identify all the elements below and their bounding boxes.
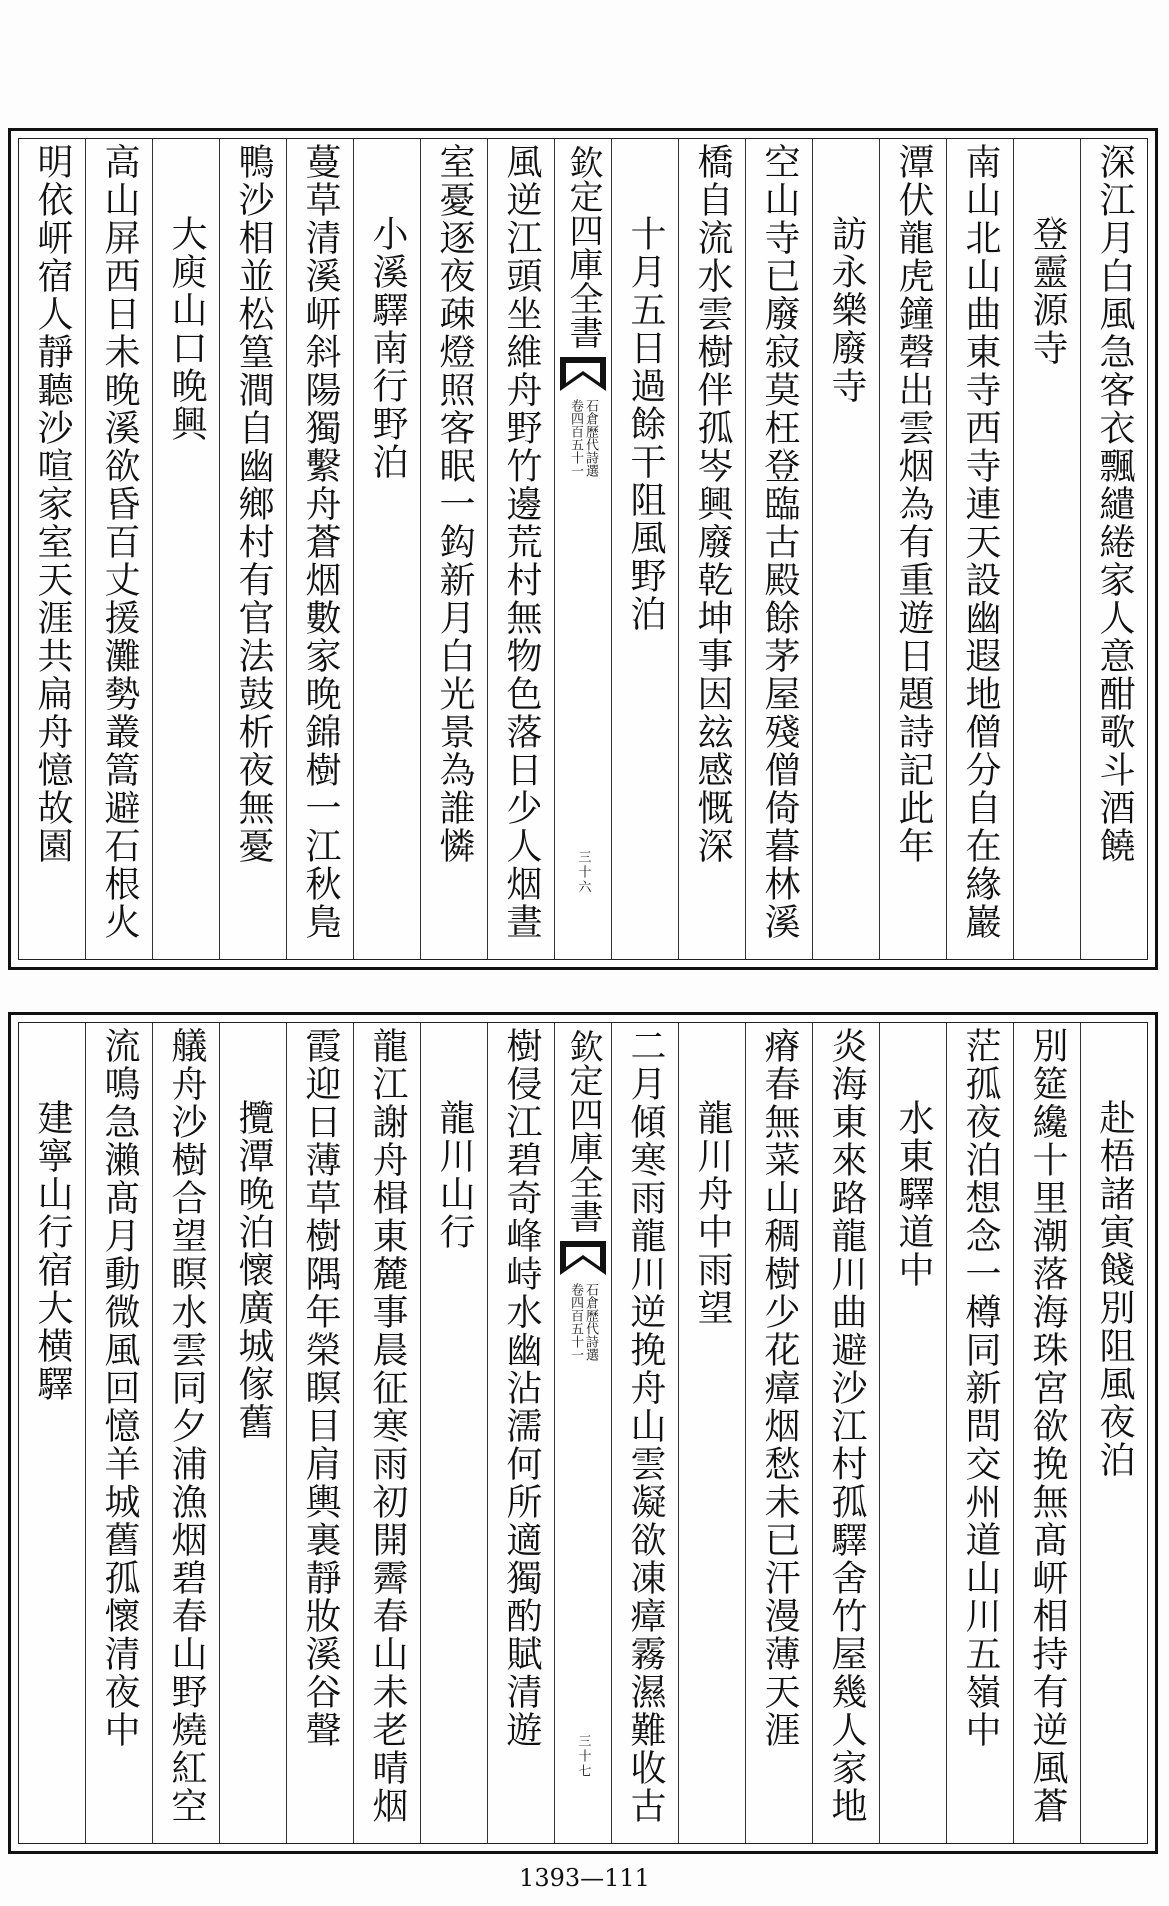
poem-line: 別筵纔十里潮落海珠宮欲挽無髙岍相持有逆風蒼 — [1027, 1027, 1068, 1825]
poem-line: 明依岍宿人靜聽沙喧家室天涯共扁舟憶故園 — [32, 143, 73, 865]
text-column — [152, 139, 219, 959]
center-header-column — [554, 1023, 611, 1843]
book-info — [569, 1281, 597, 1361]
poem-line: 二月傾寒雨龍川逆挽舟山雲凝欲凍瘴霧濕難收古 — [625, 1027, 666, 1825]
poem-line: 龍江謝舟楫東麓事晨征寒雨初開霽春山未老晴烟 — [367, 1027, 408, 1825]
text-column — [745, 1023, 812, 1843]
text-column — [812, 1023, 879, 1843]
text-column — [286, 1023, 353, 1843]
poem-title: 大庾山口晚興 — [166, 215, 207, 443]
poem-line: 高山屏西日未晚溪欲昏百丈援灘勢叢篙避石根火 — [99, 143, 140, 941]
text-column — [353, 139, 420, 959]
poem-line: 橋自流水雲樹伴孤岑興廢乾坤事因玆感慨深 — [692, 143, 733, 865]
poem-title: 建寧山行宿大横驛 — [32, 1099, 73, 1403]
text-column — [678, 1023, 745, 1843]
text-column — [487, 139, 554, 959]
top-page-frame — [18, 138, 1148, 960]
text-column — [286, 139, 353, 959]
text-column — [611, 1023, 678, 1843]
poem-line: 炎海東來路龍川曲避沙江村孤驛舍竹屋幾人家地 — [826, 1027, 867, 1825]
poem-line: 蔓草清溪岍斜陽獨繫舟蒼烟數家晚錦樹一江秋鳬 — [300, 143, 341, 941]
poem-title: 龍川山行 — [434, 1099, 475, 1251]
leaf-number: 三十七 — [575, 1734, 591, 1779]
poem-title: 訪永樂廢寺 — [826, 215, 867, 405]
text-column — [678, 139, 745, 959]
text-column — [487, 1023, 554, 1843]
text-column — [1080, 139, 1147, 959]
text-column — [19, 139, 85, 959]
text-column — [19, 1023, 85, 1843]
volume-number: 卷四百五十一 — [568, 399, 583, 477]
poem-title: 赴梧諸寅餞別阻風夜泊 — [1094, 1099, 1135, 1479]
bottom-page-frame — [18, 1022, 1148, 1844]
text-column — [745, 139, 812, 959]
fish-tail-mark-icon — [558, 355, 608, 393]
poem-title: 水東驛道中 — [893, 1099, 934, 1289]
text-column — [1013, 139, 1080, 959]
poem-title: 登靈源寺 — [1027, 215, 1068, 367]
page-number-footer: 1393—111 — [519, 1864, 650, 1892]
poem-line: 流鳴急瀨髙月動微風回憶羊城舊孤懷清夜中 — [99, 1027, 140, 1749]
text-column — [420, 139, 487, 959]
poem-line: 空山寺已廢寂莫枉登臨古殿餘茅屋殘僧倚暮林溪 — [759, 143, 800, 941]
poem-title: 小溪驛南行野泊 — [367, 215, 408, 481]
center-header-column — [554, 139, 611, 959]
bottom-page-columns — [19, 1023, 1147, 1843]
poem-title: 攬潭晚泊懷廣城傢舊 — [233, 1099, 274, 1441]
text-column — [611, 139, 678, 959]
poem-line: 霞迎日薄草樹隅年榮瞑目肩輿裏靜妝溪谷聲 — [300, 1027, 341, 1749]
poem-line: 南山北山曲東寺西寺連天設幽遐地僧分自在緣巖 — [960, 143, 1001, 941]
fish-tail-mark-icon — [558, 1239, 608, 1277]
text-column — [353, 1023, 420, 1843]
poem-line: 茫孤夜泊想念一樽同新問交州道山川五嶺中 — [960, 1027, 1001, 1749]
bottom-page — [8, 1012, 1158, 1854]
top-page — [8, 128, 1158, 970]
poem-line: 深江月白風急客衣飄繾綣家人意酣歌斗酒饒 — [1094, 143, 1135, 865]
text-column — [879, 139, 946, 959]
text-column — [85, 1023, 152, 1843]
book-info — [569, 397, 597, 477]
text-column — [812, 139, 879, 959]
book-title: 石倉歷代詩選 — [583, 1283, 598, 1361]
text-column — [219, 1023, 286, 1843]
poem-title: 十月五日過餘干阻風野泊 — [625, 215, 666, 633]
text-column — [946, 139, 1013, 959]
collection-title: 欽定四庫全書 — [563, 1029, 603, 1233]
text-column — [1080, 1023, 1147, 1843]
text-column — [152, 1023, 219, 1843]
poem-line: 樹侵江碧奇峰峙水幽沾濡何所適獨酌賦清遊 — [501, 1027, 542, 1749]
book-title: 石倉歷代詩選 — [583, 399, 598, 477]
text-column — [1013, 1023, 1080, 1843]
text-column — [85, 139, 152, 959]
poem-line: 潭伏龍虎鐘磬出雲烟為有重遊日題詩記此年 — [893, 143, 934, 865]
text-column — [879, 1023, 946, 1843]
poem-line: 艤舟沙樹合望瞑水雲同夕浦漁烟碧春山野燒紅空 — [166, 1027, 207, 1825]
poem-line: 室憂逐夜疎燈照客眠一鈎新月白光景為誰憐 — [434, 143, 475, 865]
poem-line: 瘠春無菜山稠樹少花瘴烟愁未已汗漫薄天涯 — [759, 1027, 800, 1749]
text-column — [946, 1023, 1013, 1843]
text-column — [420, 1023, 487, 1843]
leaf-number: 三十六 — [575, 850, 591, 895]
poem-title: 龍川舟中雨望 — [692, 1099, 733, 1327]
volume-number: 卷四百五十一 — [568, 1283, 583, 1361]
poem-line: 鴨沙相並松篁澗自幽鄉村有官法鼓析夜無憂 — [233, 143, 274, 865]
top-page-columns — [19, 139, 1147, 959]
text-column — [219, 139, 286, 959]
poem-line: 風逆江頭坐維舟野竹邊荒村無物色落日少人烟晝 — [501, 143, 542, 941]
collection-title: 欽定四庫全書 — [563, 145, 603, 349]
